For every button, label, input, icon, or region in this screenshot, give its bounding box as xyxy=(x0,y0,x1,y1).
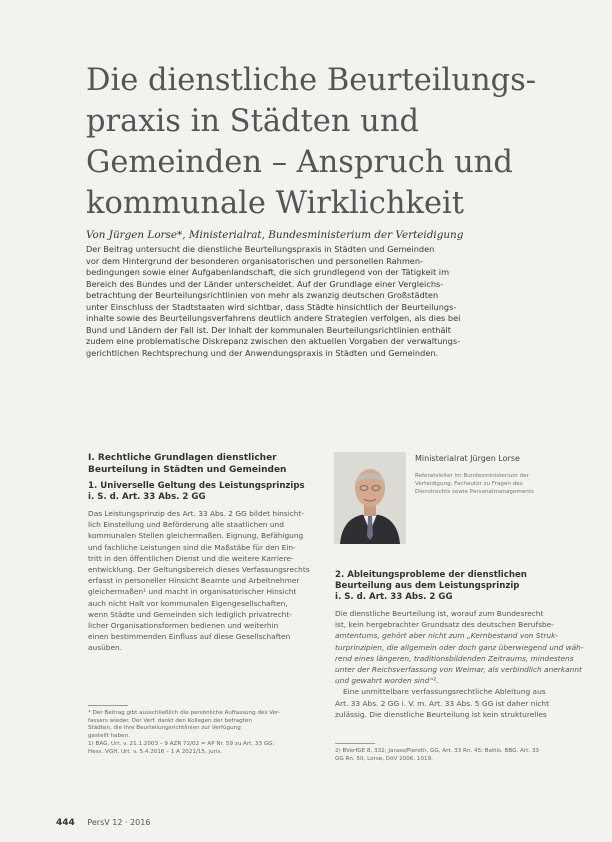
left-column xyxy=(88,452,320,654)
author-name: Ministerialrat Jürgen Lorse xyxy=(415,454,520,463)
section-heading-line: Beurteilung in Städten und Gemeinden xyxy=(88,465,287,475)
body-line: amtentums, gehört aber nicht zum „Kernbestand von Struk- xyxy=(335,631,559,641)
subsection-heading xyxy=(335,570,571,603)
footnote-line: Städten, die ihre Beurteilungsrichtlinien zur Verfügung xyxy=(88,725,241,732)
abstract-line: zudem eine problematische Diskrepanz zwischen den aktuellen Vorgaben der verwaltungs- xyxy=(86,336,461,346)
title-line: Die dienstliche Beurteilungs- xyxy=(86,63,537,98)
section-heading xyxy=(88,452,320,476)
right-column xyxy=(335,570,584,720)
body-line: licher Organisationsformen bedienen und weiterhin xyxy=(88,621,279,631)
footnote-line: 2) BVerfGE 8, 332; Jarass/Pieroth, GG, Art. 33 Rn. 45; Battis, BBG, Art. 33 xyxy=(335,748,539,754)
footnotes-left xyxy=(88,710,320,756)
article-title xyxy=(86,60,556,224)
title-line: praxis in Städten und xyxy=(86,104,419,139)
footnote-divider xyxy=(335,743,375,744)
abstract-line: Bund und Ländern der Fall ist. Der Inhalt der kommunalen Beurteilungsrichtlinien enthält xyxy=(86,324,451,335)
author-description xyxy=(415,472,575,496)
abstract-line: betrachtung der Beurteilungsrichtlinien von mehr als zwanzig deutschen Großstädten xyxy=(86,290,439,300)
footnote-line: GG Rn. 50, Lorse, DöV 2006, 1019. xyxy=(335,755,433,762)
body-line: ist, kein hergebrachter Grundsatz des deutschen Berufsbe- xyxy=(335,620,554,630)
body-line: Das Leistungsprinzip des Art. 33 Abs. 2 GG bildet hinsicht- xyxy=(88,509,305,518)
body-line: turprinzipien, die allgemein oder doch ganz überwiegend und wäh- xyxy=(335,642,584,652)
footnote-divider xyxy=(88,705,128,706)
title-line: Gemeinden – Anspruch und xyxy=(86,145,513,180)
footnote-line: gestellt haben. xyxy=(88,733,130,740)
abstract-line: unter Einschluss der Stadtstaaten wird sichtbar, dass Städte hinsichtlich der Beurteilungs- xyxy=(86,301,457,312)
body-line: Eine unmittelbare verfassungsrechtliche Ableitung aus xyxy=(343,687,546,697)
subsection-heading-line: 1. Universelle Geltung des Leistungsprinzips xyxy=(88,481,305,491)
body-line: gleichermaßen¹ und macht in organisatorischer Hinsicht xyxy=(88,587,297,597)
footnote-line: 1) BAG, Urt. v. 21.1.2003 – 9 AZR 72/02 = AP Nr. 59 zu Art. 33 GG; xyxy=(88,740,275,747)
author-description-line: Dienstrechts sowie Personalmanagements xyxy=(415,489,534,495)
body-line: lich Einstellung und Beförderung alle staatlichen und xyxy=(88,520,284,530)
body-line: einen bestimmenden Einfluss auf diese Gesellschaften xyxy=(88,632,291,642)
section-body xyxy=(88,508,320,654)
body-line: auch nicht Halt vor kommunalen Eigengesellschaften, xyxy=(88,598,288,608)
author-description-line: Referatsleiter im Bundesministerium der xyxy=(415,473,529,479)
author-profile xyxy=(415,454,575,496)
footnote-line: fassers wieder. Der Verf. dankt den Kollegen der befragten xyxy=(88,717,252,724)
title-line: kommunale Wirklichkeit xyxy=(86,186,465,221)
author-portrait-icon xyxy=(334,452,406,544)
abstract-line: inhalte sowie des Beurteilungsverfahrens deutlich andere Strategien verfolgen, als dies bei xyxy=(86,313,461,323)
subsection-heading-line: Beurteilung aus dem Leistungsprinzip xyxy=(335,581,520,591)
abstract-line: Bereich des Bundes und der Länder unterscheidet. Auf der Grundlage einer Vergleichs- xyxy=(86,278,444,289)
body-line: und fachliche Leistungen sind die Maßstäbe für den Ein- xyxy=(88,542,296,552)
author-description-line: Verteidigung, Fachautor zu Fragen des xyxy=(415,481,523,487)
page-number: 444 xyxy=(56,818,75,828)
subsection-heading-line: i. S. d. Art. 33 Abs. 2 GG xyxy=(88,492,206,502)
abstract-line: gerichtlichen Rechtsprechung und der Anwendungspraxis in Städten und Gemeinden. xyxy=(86,347,439,358)
body-line: zulässig. Die dienstliche Beurteilung ist kein strukturelles xyxy=(335,709,547,719)
footnote-line: Hess. VGH, Urt. v. 5.4.2016 – 1 A 2021/15, juris. xyxy=(88,748,223,755)
section-heading-line: I. Rechtliche Grundlagen dienstlicher xyxy=(88,453,277,463)
body-line: tritt in den öffentlichen Dienst und die weitere Karriere- xyxy=(88,553,294,563)
subsection-heading-line: i. S. d. Art. 33 Abs. 2 GG xyxy=(335,592,453,602)
body-line: und gewahrt worden sind“². xyxy=(335,676,439,686)
abstract-line: Der Beitrag untersucht die dienstliche Beurteilungspraxis in Städten und Gemeinden xyxy=(86,244,435,254)
body-line: unter der Reichsverfassung von Weimar, als verbindlich anerkannt xyxy=(335,665,582,675)
body-line: entwicklung. Der Geltungsbereich dieses Verfassungsrechts xyxy=(88,565,310,575)
body-line: erfasst in personeller Hinsicht Beamte und Arbeitnehmer xyxy=(88,576,300,586)
author-byline: Von Jürgen Lorse*, Ministerialrat, Bundesministerium der Verteidigung xyxy=(86,229,464,241)
issue-label: PersV 12 · 2016 xyxy=(87,818,151,827)
footnotes-right xyxy=(335,748,571,763)
body-line: ausüben. xyxy=(88,643,123,653)
subsection-heading-line: 2. Ableitungsprobleme der dienstlichen xyxy=(335,570,527,580)
body-line: wenn Städte und Gemeinden sich lediglich privatrecht- xyxy=(88,609,292,619)
abstract-line: bedingungen sowie einer Aufgabenlandschaft, die sich grundlegend von der Tätigkeit im xyxy=(86,267,450,277)
body-line: kommunalen Stellen gleichermaßen. Eignung, Befähigung xyxy=(88,531,304,541)
body-line: rend eines längeren, traditionsbildenden Zeitraums, mindestens xyxy=(335,653,574,663)
section-body xyxy=(335,608,584,720)
author-photo xyxy=(334,452,406,544)
abstract-line: vor dem Hintergrund der besonderen organisatorischen und personellen Rahmen- xyxy=(86,255,423,266)
subsection-heading xyxy=(88,481,320,503)
page-footer xyxy=(56,818,150,828)
body-line: Art. 33 Abs. 2 GG i. V. m. Art. 33 Abs. 5 GG ist daher nicht xyxy=(335,698,550,708)
footnote-line: * Der Beitrag gibt ausschließlich die persönliche Auffassung des Ver- xyxy=(88,710,280,716)
body-line: Die dienstliche Beurteilung ist, worauf zum Bundesrecht xyxy=(335,609,544,618)
abstract xyxy=(86,244,570,359)
